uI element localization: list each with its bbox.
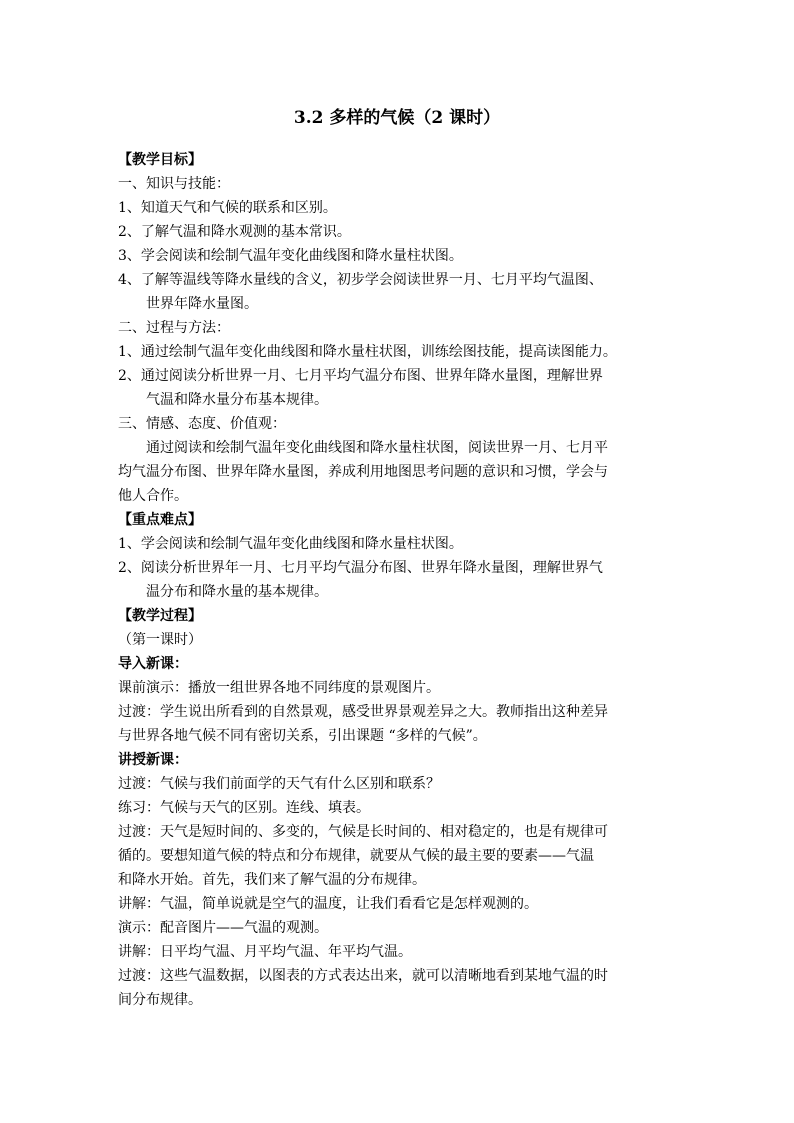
text-line: 讲解：气温，简单说就是空气的温度，让我们看看它是怎样观测的。 <box>118 896 538 912</box>
text-line: 1、学会阅读和绘制气温年变化曲线图和降水量柱状图。 <box>118 536 463 552</box>
text-line: （第一课时） <box>118 632 202 648</box>
text-line: 过渡：天气是短时间的、多变的，气候是长时间的、相对稳定的，也是有规律可 <box>118 824 608 840</box>
document-body <box>118 148 676 1012</box>
text-line: 和降水开始。首先，我们来了解气温的分布规律。 <box>118 872 426 888</box>
text-line: 三、情感、态度、价值观： <box>118 416 286 432</box>
section-heading: 【重点难点】 <box>118 512 202 528</box>
text-line: 通过阅读和绘制气温年变化曲线图和降水量柱状图，阅读世界一月、七月平 <box>146 440 608 456</box>
text-line: 循的。要想知道气候的特点和分布规律，就要从气候的最主要的要素——气温 <box>118 848 594 864</box>
text-line: 气温和降水量分布基本规律。 <box>146 392 328 408</box>
text-line: 2、了解气温和降水观测的基本常识。 <box>118 224 351 240</box>
text-line: 演示：配音图片——气温的观测。 <box>118 920 328 936</box>
text-line: 过渡：气候与我们前面学的天气有什么区别和联系？ <box>118 776 440 792</box>
section-heading: 【教学过程】 <box>118 608 202 624</box>
text-line: 4、了解等温线等降水量线的含义，初步学会阅读世界一月、七月平均气温图、 <box>118 272 603 288</box>
text-line: 1、通过绘制气温年变化曲线图和降水量柱状图，训练绘图技能，提高读图能力。 <box>118 344 617 360</box>
text-line: 温分布和降水量的基本规律。 <box>146 584 328 600</box>
text-line: 均气温分布图、世界年降水量图，养成利用地图思考问题的意识和习惯，学会与 <box>118 464 608 480</box>
section-heading: 讲授新课： <box>118 752 188 768</box>
text-line: 间分布规律。 <box>118 992 202 1008</box>
text-line: 与世界各地气候不同有密切关系，引出课题 “多样的气候”。 <box>118 728 487 744</box>
text-line: 1、知道天气和气候的联系和区别。 <box>118 200 337 216</box>
text-line: 3、学会阅读和绘制气温年变化曲线图和降水量柱状图。 <box>118 248 463 264</box>
text-line: 2、通过阅读分析世界一月、七月平均气温分布图、世界年降水量图，理解世界 <box>118 368 603 384</box>
section-heading: 导入新课： <box>118 656 188 672</box>
text-line: 他人合作。 <box>118 488 188 504</box>
document-title: 3.2 多样的气候（2 课时） <box>293 108 501 128</box>
text-line: 讲解：日平均气温、月平均气温、年平均气温。 <box>118 944 412 960</box>
text-line: 练习：气候与天气的区别。连线、填表。 <box>118 800 370 816</box>
text-line: 课前演示：播放一组世界各地不同纬度的景观图片。 <box>118 680 440 696</box>
text-line: 二、过程与方法： <box>118 320 230 336</box>
text-line: 一、知识与技能： <box>118 176 230 192</box>
text-line: 过渡：这些气温数据，以图表的方式表达出来，就可以清晰地看到某地气温的时 <box>118 968 608 984</box>
section-heading: 【教学目标】 <box>118 152 202 168</box>
text-line: 2、阅读分析世界年一月、七月平均气温分布图、世界年降水量图，理解世界气 <box>118 560 603 576</box>
text-line: 过渡：学生说出所看到的自然景观，感受世界景观差异之大。教师指出这种差异 <box>118 704 608 720</box>
text-line: 世界年降水量图。 <box>146 296 258 312</box>
